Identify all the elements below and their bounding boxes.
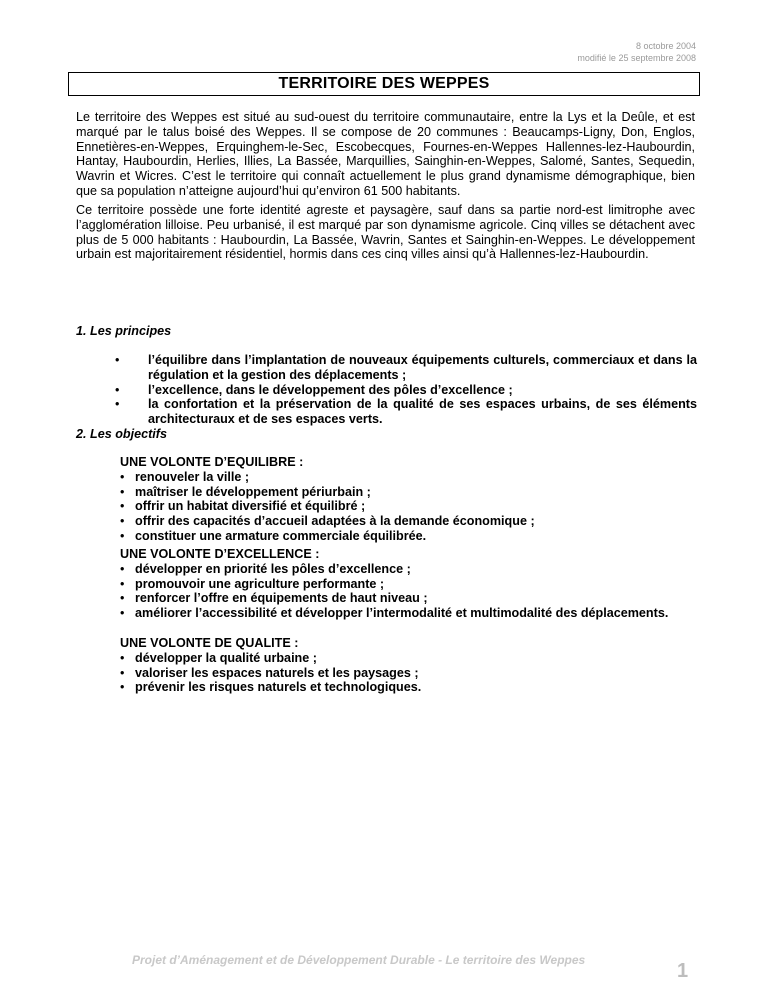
list-item: • développer en priorité les pôles d’excellence ; xyxy=(120,562,700,577)
page-number: 1 xyxy=(677,960,689,982)
list-item: • offrir un habitat diversifié et équilibré ; xyxy=(120,499,700,514)
section-heading-objectifs: 2. Les objectifs xyxy=(76,427,167,441)
list-item: • constituer une armature commerciale équilibrée. xyxy=(120,529,700,544)
objective-group-title: UNE VOLONTE D’EQUILIBRE : xyxy=(120,455,304,469)
document-dates xyxy=(577,40,696,64)
objective-list xyxy=(120,562,700,621)
objective-list xyxy=(120,470,700,544)
list-item: • renouveler la ville ; xyxy=(120,470,700,485)
objective-group-title: UNE VOLONTE D’EXCELLENCE : xyxy=(120,547,320,561)
objective-list xyxy=(120,651,700,695)
list-item: • l’excellence, dans le développement des pôles d’excellence ; xyxy=(115,383,697,398)
objective-group-excellence xyxy=(120,547,700,621)
list-item: • promouvoir une agriculture performante ; xyxy=(120,577,700,592)
objective-group-qualite xyxy=(120,636,700,695)
title-box xyxy=(68,72,700,96)
page-footer: Projet d’Aménagement et de Développement Durable - Le territoire des Weppes xyxy=(132,953,586,967)
section-heading-principes: 1. Les principes xyxy=(76,324,172,338)
modified-date-line: modifié le 25 septembre 2008 xyxy=(577,53,696,63)
list-item: • la confortation et la préservation de la qualité de ses espaces urbains, de ses éléments architecturaux et de ses espaces verts. xyxy=(115,397,697,427)
page-title: TERRITOIRE DES WEPPES xyxy=(278,75,490,92)
principes-list xyxy=(115,353,697,427)
objective-group-title: UNE VOLONTE DE QUALITE : xyxy=(120,636,299,650)
list-item: • offrir des capacités d’accueil adaptées à la demande économique ; xyxy=(120,514,700,529)
list-item: • l’équilibre dans l’implantation de nouveaux équipements culturels, commerciaux et dans la régulation et la gestion des déplacements ; xyxy=(115,353,697,383)
list-item: • développer la qualité urbaine ; xyxy=(120,651,700,666)
list-item: • valoriser les espaces naturels et les paysages ; xyxy=(120,666,700,681)
objective-group-equilibre xyxy=(120,455,700,544)
list-item: • renforcer l’offre en équipements de haut niveau ; xyxy=(120,591,700,606)
list-item: • améliorer l’accessibilité et développer l’intermodalité et multimodalité des déplacements. xyxy=(120,606,700,621)
intro-paragraph-2: Ce territoire possède une forte identité agreste et paysagère, sauf dans sa partie nord-est limitrophe avec l’agglomération lilloise. Peu urbanisé, il est marqué par son dynamisme agricole. Cinq villes se détachent avec plus de 5 000 habitants : Haubourdin, La Bassée, Wavrin, Santes et Sainghin-en-Weppes. Le développement urbain est majoritairement résidentiel, hormis dans ces cinq villes ainsi qu’à Hallennes-lez-Haubourdin. xyxy=(76,203,695,262)
date-line: 8 octobre 2004 xyxy=(635,41,696,51)
list-item: • maîtriser le développement périurbain ; xyxy=(120,485,700,500)
list-item: • prévenir les risques naturels et technologiques. xyxy=(120,680,700,695)
intro-paragraph-1: Le territoire des Weppes est situé au sud-ouest du territoire communautaire, entre la Lys et la Deûle, et est marqué par le talus boisé des Weppes. Il se compose de 20 communes : Beaucamps-Ligny, Don, Englos, Ennetières-en-Weppes, Erquinghem-le-Sec, Escobecques, Fournes-en-Weppes Hallennes-lez-Haubourdin, Hantay, Haubourdin, Herlies, Illies, La Bassée, Marquillies, Sainghin-en-Weppes, Salomé, Santes, Sequedin, Wavrin et Wicres. C’est le territoire qui connaît actuellement le plus grand dynamisme démographique, bien que sa population n’atteigne aujourd’hui qu’environ 61 500 habitants. xyxy=(76,110,695,198)
